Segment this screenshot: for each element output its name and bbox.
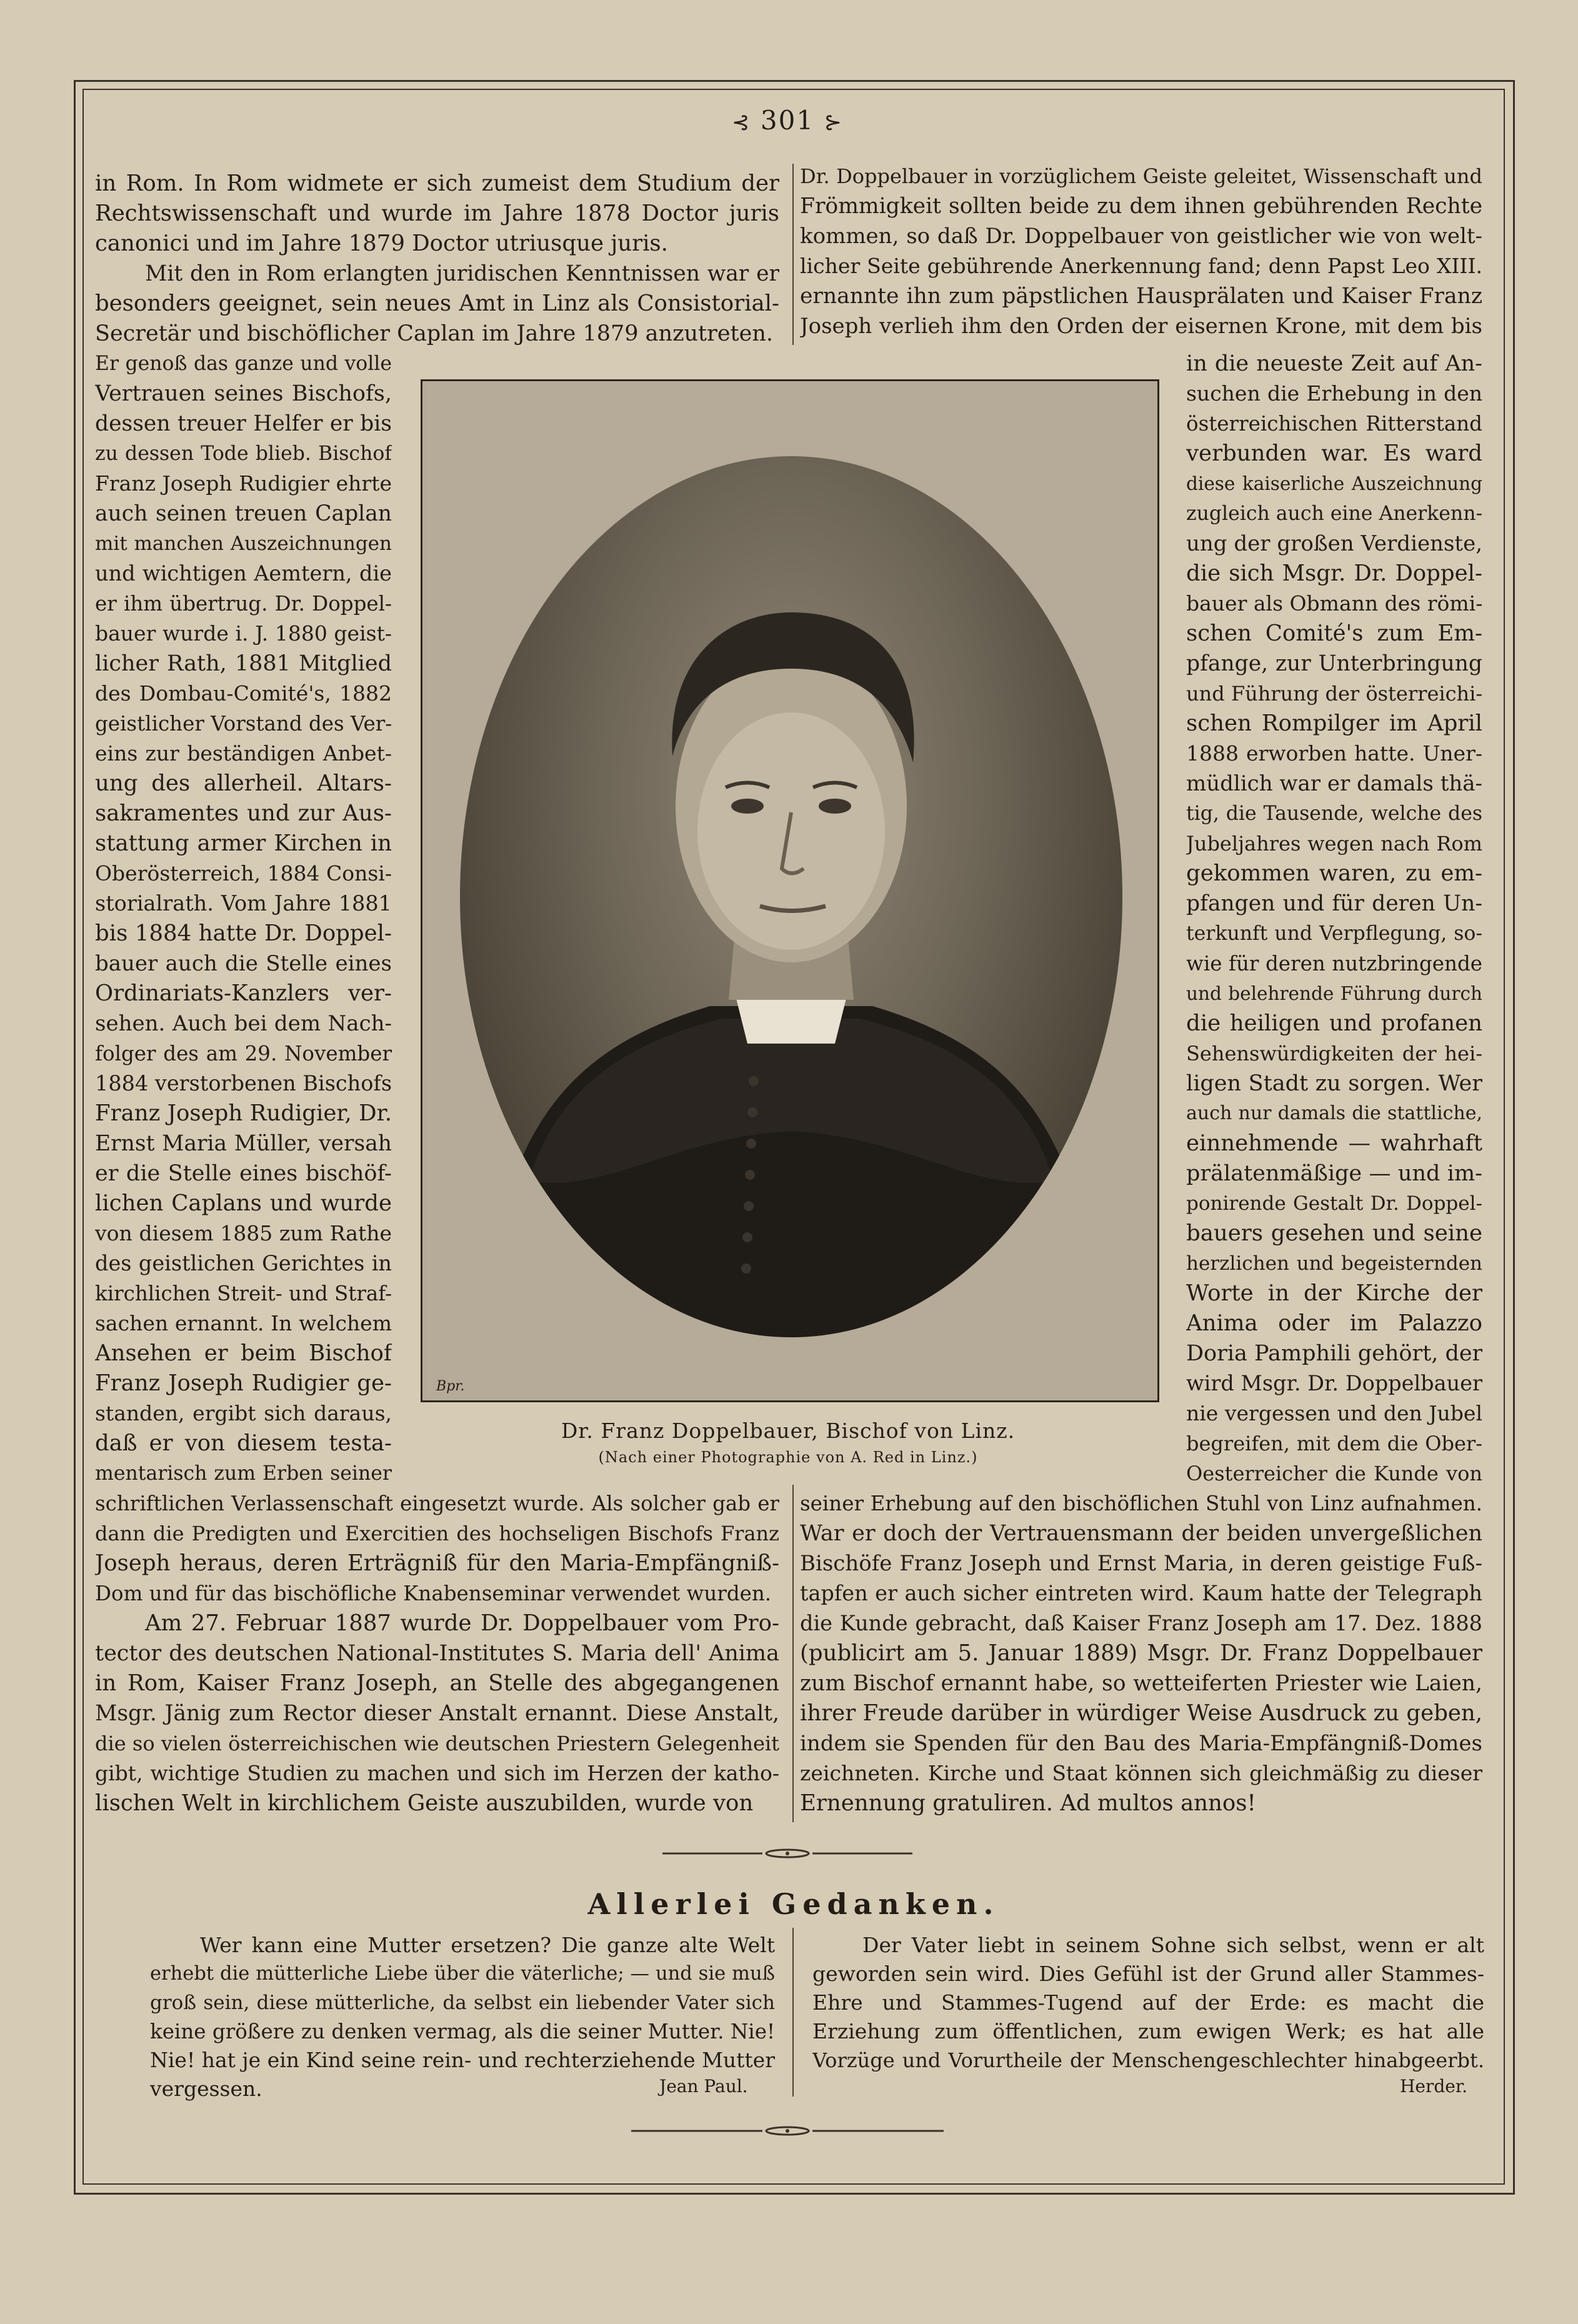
text-line: bis 1884 hatte Dr. Doppel- <box>95 920 392 946</box>
text-line: keine größere zu denken vermag, als die seiner Mutter. Nie! <box>150 2020 775 2043</box>
text-line: Am 27. Februar 1887 wurde Dr. Doppelbauer vom Pro- <box>145 1610 779 1636</box>
text-line: ihrer Freude darüber in würdiger Weise Ausdruck zu geben, <box>800 1700 1482 1726</box>
portrait-oval <box>460 456 1122 1337</box>
text-line: Joseph verlieh ihm den Orden der eisernen Krone, mit dem bis <box>800 314 1482 339</box>
text-line: zu dessen Tode blieb. Bischof <box>95 442 392 465</box>
page-number-text: 301 <box>760 105 815 136</box>
text-line: Worte in der Kirche der <box>1186 1280 1482 1306</box>
article-right-narrow <box>1186 349 1482 1489</box>
text-line: tig, die Tausende, welche des <box>1186 802 1482 825</box>
text-line: auch seinen treuen Caplan <box>95 501 392 526</box>
text-line: Nie! hat je ein Kind seine rein- und rechterziehende Mutter <box>150 2048 775 2072</box>
article-left-narrow <box>95 349 392 1489</box>
text-line: schen Comité's zum Em- <box>1186 621 1482 646</box>
ornamental-divider-bottom <box>631 2126 944 2136</box>
text-line: stattung armer Kirchen in <box>95 830 392 856</box>
text-line: die heiligen und profanen <box>1186 1010 1482 1036</box>
text-line: herzlichen und begeisternden <box>1186 1252 1482 1275</box>
text-line: von diesem 1885 zum Rathe <box>95 1221 392 1245</box>
text-line: er die Stelle eines bischöf- <box>95 1161 392 1186</box>
text-line: ung der großen Verdienste, <box>1186 531 1482 556</box>
text-line: seiner Erhebung auf den bischöflichen Stuhl von Linz aufnahmen. <box>800 1492 1482 1515</box>
text-line: bauers gesehen und seine <box>1186 1220 1482 1246</box>
text-line: bauer wurde i. J. 1880 geist- <box>95 621 392 646</box>
text-line: wie für deren nutzbringende <box>1186 952 1482 975</box>
text-line: schriftlichen Verlassenschaft eingesetzt wurde. Als solcher gab er <box>95 1492 779 1515</box>
text-line: Anima oder im Palazzo <box>1186 1310 1482 1336</box>
quote-right <box>812 1931 1484 2075</box>
text-line: Ernst Maria Müller, versah <box>95 1131 392 1156</box>
text-line: gibt, wichtige Studien zu machen und sich im Herzen der katho- <box>95 1761 779 1785</box>
text-line: licher Rath, 1881 Mitglied <box>95 651 392 676</box>
text-line: eins zur beständigen Anbet- <box>95 741 392 766</box>
text-line: kommen, so daß Dr. Doppelbauer von geistlicher wie von welt- <box>800 224 1482 249</box>
text-line: Franz Joseph Rudigier ge- <box>95 1370 392 1396</box>
section-title: Allerlei Gedanken. <box>587 1887 1000 1921</box>
text-line: Ernennung gratuliren. Ad multos annos! <box>800 1790 1256 1816</box>
article-bottom-left <box>95 1489 779 1818</box>
text-line: die so vielen österreichischen wie deutschen Priestern Gelegenheit <box>95 1732 779 1755</box>
text-line: suchen die Erhebung in den <box>1186 381 1482 406</box>
text-line: folger des am 29. November <box>95 1042 392 1065</box>
text-line: in Rom, Kaiser Franz Joseph, an Stelle des abgegangenen <box>95 1670 779 1696</box>
text-line: besonders geeignet, sein neues Amt in Linz als Consistorial- <box>95 291 779 316</box>
text-line: und belehrende Führung durch <box>1186 983 1482 1004</box>
article-top-right <box>800 161 1482 341</box>
text-line: Jubeljahres wegen nach Rom <box>1186 832 1482 855</box>
page-number <box>706 105 869 136</box>
text-line: die Kunde gebracht, daß Kaiser Franz Joseph am 17. Dez. 1888 <box>800 1611 1482 1635</box>
text-line: Secretär und bischöflicher Caplan im Jahre 1879 anzutreten. <box>95 321 773 346</box>
text-line: groß sein, diese mütterliche, da selbst ein liebender Vater sich <box>150 1992 775 2014</box>
text-line: licher Seite gebührende Anerkennung fand; denn Papst Leo XIII. <box>800 254 1482 278</box>
text-line: Rechtswissenschaft und wurde im Jahre 1878 Doctor juris <box>95 201 779 226</box>
text-line: ponirende Gestalt Dr. Doppel- <box>1186 1192 1482 1215</box>
text-line: dann die Predigten und Exercitien des hochseligen Bischofs Franz <box>95 1522 779 1545</box>
text-line: geistlicher Vorstand des Ver- <box>95 712 392 736</box>
text-line: Frömmigkeit sollten beide zu dem ihnen gebührenden Rechte <box>800 194 1482 219</box>
text-line: Doria Pamphili gehört, der <box>1186 1341 1482 1366</box>
text-line: Er genoß das ganze und volle <box>95 352 392 375</box>
text-line: pfangen und für deren Un- <box>1186 891 1482 916</box>
text-line: nie vergessen und den Jubel <box>1186 1401 1482 1425</box>
text-line: einnehmende — wahrhaft <box>1186 1130 1482 1156</box>
quote-right-author: Herder. <box>1400 2076 1468 2097</box>
text-line: müdlich war er damals thä- <box>1186 771 1482 796</box>
text-line: Vertrauen seines Bischofs, <box>95 381 392 406</box>
text-line: zum Bischof ernannt habe, so wetteiferten Priester wie Laien, <box>800 1671 1482 1696</box>
text-line: storialrath. Vom Jahre 1881 <box>95 891 392 915</box>
text-line: pfange, zur Unterbringung <box>1186 651 1482 676</box>
text-line: tector des deutschen National-Institutes S. Maria dell' Anima <box>95 1641 779 1666</box>
text-line: ernannte ihn zum päpstlichen Hausprälaten und Kaiser Franz <box>800 284 1482 309</box>
column-rule-quotes <box>792 1928 794 2097</box>
text-line: War er doch der Vertrauensmann der beiden unvergeßlichen <box>800 1521 1482 1546</box>
text-line: zeichneten. Kirche und Staat können sich gleichmäßig zu dieser <box>800 1761 1482 1785</box>
quote-left-author: Jean Paul. <box>659 2076 748 2097</box>
text-line: mit manchen Auszeichnungen <box>95 532 392 555</box>
text-line: Msgr. Jänig zum Rector dieser Anstalt ernannt. Diese Anstalt, <box>95 1701 779 1726</box>
text-line: (publicirt am 5. Januar 1889) Msgr. Dr. Franz Doppelbauer <box>800 1640 1482 1666</box>
ornament-right-icon: ⊱ <box>824 110 843 135</box>
text-line: zugleich auch eine Anerkenn- <box>1186 502 1482 525</box>
text-line: tapfen er auch sicher eintreten wird. Kaum hatte der Telegraph <box>800 1581 1482 1605</box>
article-top-left <box>95 169 779 349</box>
portrait-figure-icon <box>460 456 1122 1337</box>
text-line: er ihm übertrug. Dr. Doppel- <box>95 592 392 616</box>
text-line: Sehenswürdigkeiten der hei- <box>1186 1042 1482 1065</box>
engraver-mark: Bpr. <box>436 1379 465 1394</box>
ornamental-divider <box>662 1848 912 1858</box>
text-line: diese kaiserliche Auszeichnung <box>1186 473 1482 494</box>
text-line: Vorzüge und Vorurtheile der Menschengeschlechter hinabgeerbt. <box>812 2048 1484 2072</box>
photo-credit: (Nach einer Photographie von A. Red in Linz.) <box>598 1449 978 1466</box>
text-line: Ehre und Stammes-Tugend auf der Erde: es macht die <box>812 1990 1484 2015</box>
text-line: vergessen. <box>150 2077 262 2101</box>
text-line: sakramentes und zur Aus- <box>95 800 392 826</box>
text-line: sehen. Auch bei dem Nach- <box>95 1011 392 1036</box>
text-line: Franz Joseph Rudigier, Dr. <box>95 1100 392 1126</box>
text-line: Der Vater liebt in seinem Sohne sich selbst, wenn er alt <box>862 1933 1484 1957</box>
text-line: kirchlichen Streit- und Straf- <box>95 1282 392 1305</box>
text-line: Oesterreicher die Kunde von <box>1186 1462 1482 1485</box>
text-line: Erziehung zum öffentlichen, zum ewigen Werk; es hat alle <box>812 2019 1484 2043</box>
text-line: und wichtigen Aemtern, die <box>95 561 392 586</box>
text-line: sachen ernannt. In welchem <box>95 1311 392 1335</box>
text-line: prälatenmäßige — und im- <box>1186 1161 1482 1186</box>
text-line: geworden sein wird. Dies Gefühl ist der Grund aller Stammes- <box>812 1962 1484 1986</box>
text-line: verbunden war. Es ward <box>1186 441 1482 466</box>
text-line: 1888 erworben hatte. Uner- <box>1186 741 1482 766</box>
text-line: Oberösterreich, 1884 Consi- <box>95 861 392 885</box>
text-line: in Rom. In Rom widmete er sich zumeist dem Studium der <box>95 171 779 196</box>
text-line: Wer kann eine Mutter ersetzen? Die ganze alte Welt <box>200 1933 775 1957</box>
text-line: lischen Welt in kirchlichem Geiste auszubilden, wurde von <box>95 1790 754 1816</box>
text-line: erhebt die mütterliche Liebe über die väterliche; — und sie muß <box>150 1963 775 1985</box>
text-line: 1884 verstorbenen Bischofs <box>95 1071 392 1095</box>
ornament-left-icon: ⊰ <box>732 110 751 135</box>
text-line: des Dombau-Comité's, 1882 <box>95 681 392 706</box>
text-line: Dom und für das bischöfliche Knabenseminar verwendet wurden. <box>95 1582 772 1605</box>
text-line: terkunft und Verpflegung, so- <box>1186 922 1482 945</box>
text-line: ligen Stadt zu sorgen. Wer <box>1186 1071 1482 1096</box>
text-line: des geistlichen Gerichtes in <box>95 1251 392 1275</box>
text-line: Joseph heraus, deren Erträgniß für den Maria-Empfängniß- <box>95 1550 779 1576</box>
text-line: bauer auch die Stelle eines <box>95 951 392 976</box>
text-line: die sich Msgr. Dr. Doppel- <box>1186 561 1482 586</box>
text-line: begreifen, mit dem die Ober- <box>1186 1432 1482 1455</box>
text-line: Ordinariats-Kanzlers ver- <box>95 980 392 1006</box>
text-line: gekommen waren, zu em- <box>1186 860 1482 886</box>
photo-caption: Dr. Franz Doppelbauer, Bischof von Linz. <box>561 1419 1016 1443</box>
text-line: wird Msgr. Dr. Doppelbauer <box>1186 1371 1482 1395</box>
text-line: dessen treuer Helfer er bis <box>95 411 392 436</box>
text-line: Dr. Doppelbauer in vorzüglichem Geiste geleitet, Wissenschaft und <box>800 164 1482 188</box>
text-line: mentarisch zum Erben seiner <box>95 1462 392 1485</box>
text-line: auch nur damals die stattliche, <box>1186 1102 1482 1124</box>
text-line: Ansehen er beim Bischof <box>95 1340 392 1366</box>
text-line: canonici und im Jahre 1879 Doctor utriusque juris. <box>95 231 668 256</box>
text-line: Bischöfe Franz Joseph und Ernst Maria, in deren geistige Fuß- <box>800 1551 1482 1576</box>
text-line: bauer als Obmann des römi- <box>1186 591 1482 616</box>
text-line: Franz Joseph Rudigier ehrte <box>95 471 392 496</box>
text-line: schen Rompilger im April <box>1186 711 1482 736</box>
column-rule-bottom <box>792 1485 794 1822</box>
text-line: in die neueste Zeit auf An- <box>1186 351 1482 376</box>
text-line: ung des allerheil. Altars- <box>95 771 392 796</box>
text-line: daß er von diesem testa- <box>95 1430 392 1456</box>
text-line: österreichischen Ritterstand <box>1186 412 1482 436</box>
text-line: standen, ergibt sich daraus, <box>95 1401 392 1425</box>
text-line: indem sie Spenden für den Bau des Maria-Empfängniß-Domes <box>800 1731 1482 1756</box>
text-line: lichen Caplans und wurde <box>95 1190 392 1216</box>
text-line: und Führung der österreichi- <box>1186 682 1482 706</box>
column-rule-top <box>792 164 794 345</box>
article-bottom-right <box>800 1489 1482 1818</box>
portrait-photo <box>421 379 1159 1402</box>
text-line: Mit den in Rom erlangten juridischen Kenntnissen war er <box>145 261 779 286</box>
